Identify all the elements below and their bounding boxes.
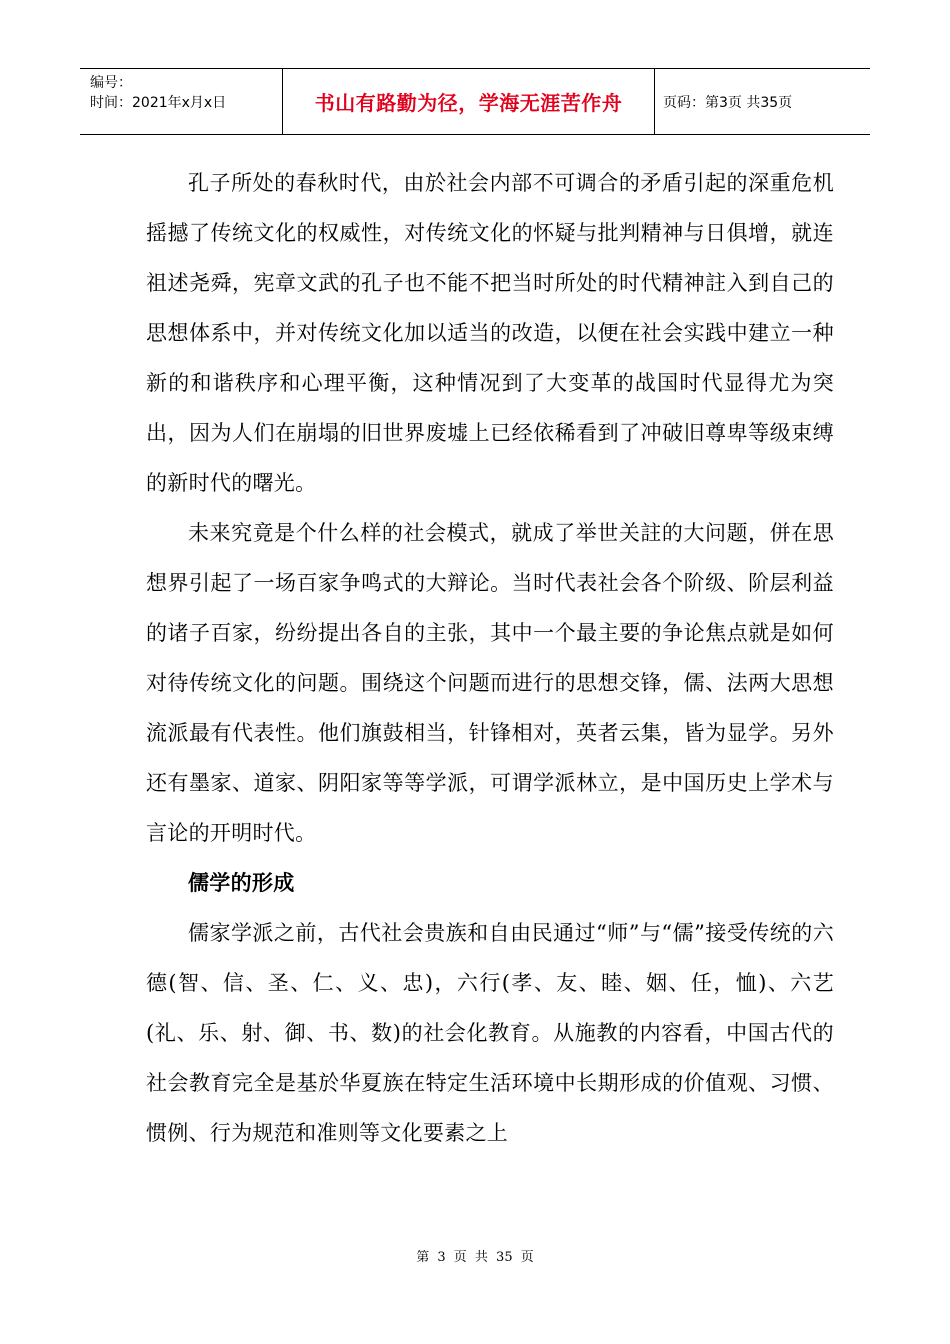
header-meta (80, 69, 283, 134)
section-title: 儒学的形成 (188, 871, 295, 895)
body-paragraph: 孔子所处的春秋时代，由於社会内部不可调合的矛盾引起的深重危机摇撼了传统文化的权威性，对传统文化的怀疑与批判精神与日俱增，就连祖述尧舜，宪章文武的孔子也不能不把当时所处的时代精神註入到自己的思想体系中，并对传统文化加以适当的改造，以便在社会实践中建立一种新的和谐秩序和心理平衡，这种情况到了大变革的战国时代显得尤为突出，因为人们在崩塌的旧世界废墟上已经依稀看到了冲破旧尊卑等级束缚的新时代的曙光。 (146, 171, 834, 495)
header-motto: 书山有路勤为径，学海无涯苦作舟 (283, 69, 655, 134)
page-footer: 第 3 页 共 35 页 (416, 1250, 534, 1265)
document-time-label: 时间：2021年x月x日 (90, 95, 227, 111)
page-header (80, 68, 870, 135)
body-paragraph: 未来究竟是个什么样的社会模式，就成了举世关註的大问题，併在思想界引起了一场百家争鸣式的大辩论。当时代表社会各个阶级、阶层利益的诸子百家，纷纷提出各自的主张，其中一个最主要的争论焦点就是如何对待传统文化的问题。围绕这个问题而进行的思想交锋，儒、法两大思想流派最有代表性。他们旗鼓相当，针锋相对，英者云集，皆为显学。另外还有墨家、道家、阴阳家等等学派，可谓学派林立，是中国历史上学术与言论的开明时代。 (146, 521, 834, 845)
header-page-info: 页码：第3页 共35页 (663, 94, 793, 111)
document-number-label: 编号： (90, 75, 132, 91)
body-paragraph: 儒家学派之前，古代社会贵族和自由民通过“师”与“儒”接受传统的六德(智、信、圣、仁、义、忠)，六行(孝、友、睦、姻、任，恤)、六艺(礼、乐、射、御、书、数)的社会化教育。从施教的内容看，中国古代的社会教育完全是基於华夏族在特定生活环境中长期形成的价值观、习惯、惯例、行为规范和准则等文化要素之上 (146, 921, 834, 1145)
document-body (146, 158, 834, 1158)
